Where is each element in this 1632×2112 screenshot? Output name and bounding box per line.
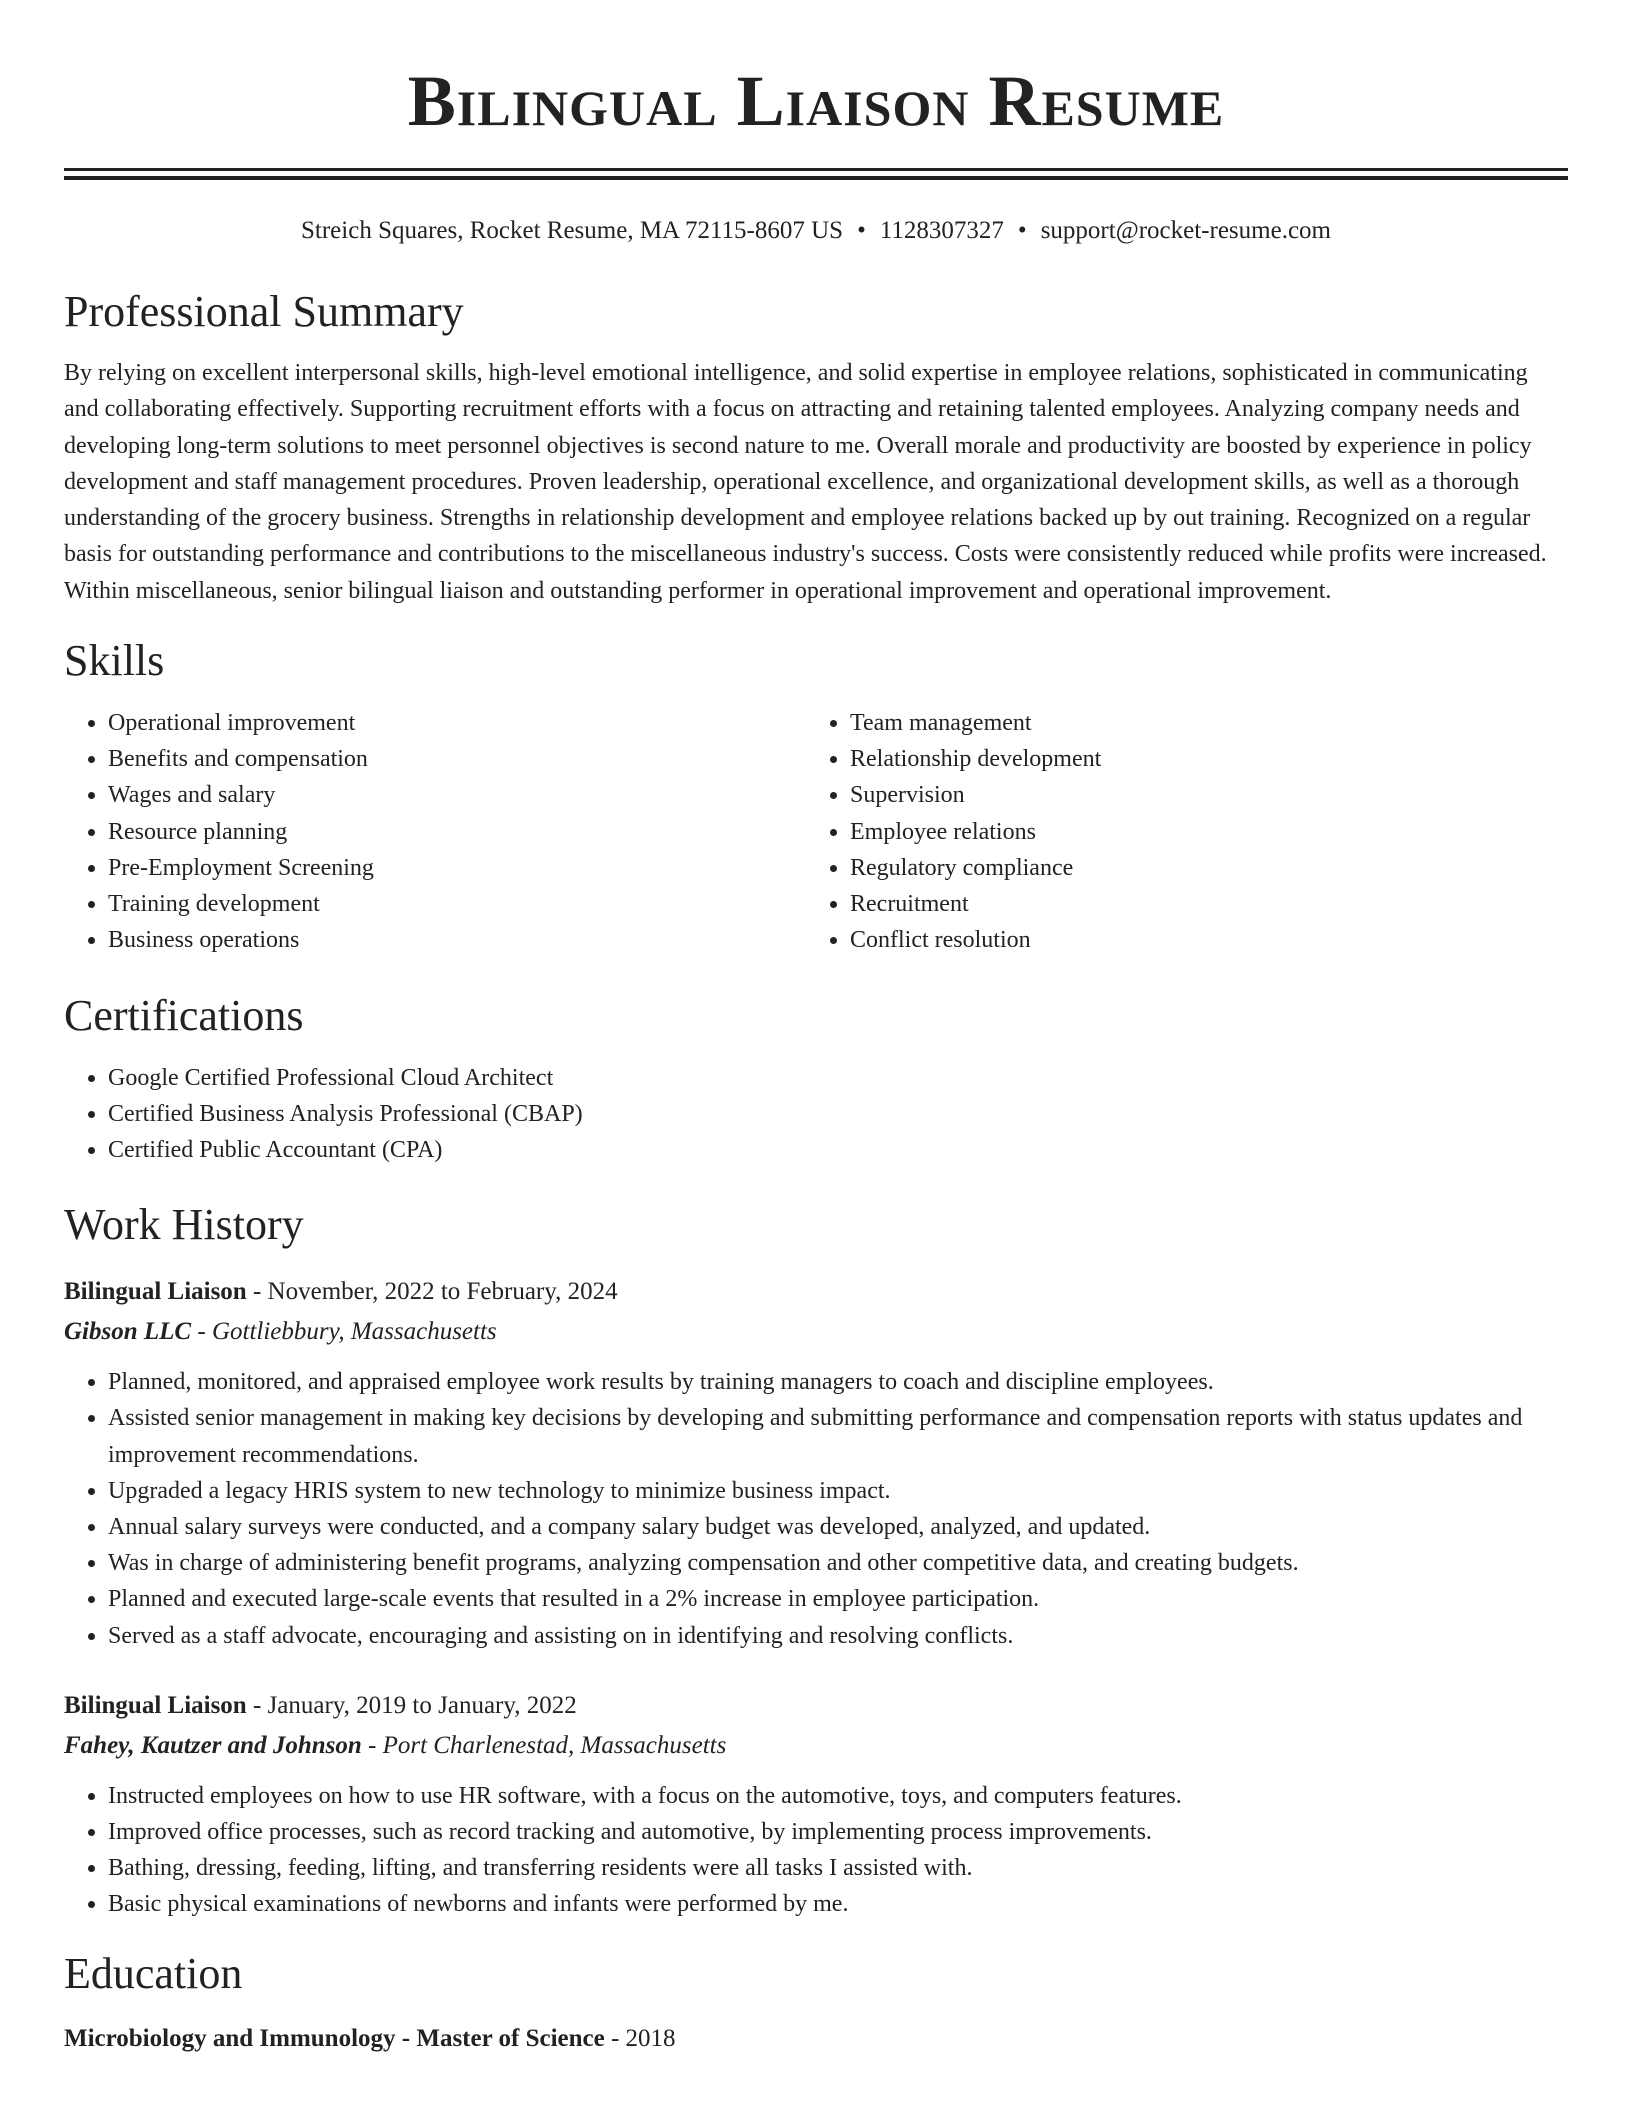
job-bullet: • Planned and executed large-scale events that resulted in a 2% increase in employee participation. bbox=[108, 1581, 1568, 1617]
skill-item: • Benefits and compensation bbox=[108, 741, 806, 777]
skills-left-list bbox=[64, 705, 806, 958]
skill-item: • Business operations bbox=[108, 922, 806, 958]
contact-line bbox=[64, 214, 1568, 248]
job-heading: Bilingual Liaison - January, 2019 to January, 2022 bbox=[64, 1691, 577, 1719]
job-bullet: • Bathing, dressing, feeding, lifting, and transferring residents were all tasks I assisted with. bbox=[108, 1850, 1568, 1886]
skills-right-column bbox=[806, 705, 1548, 958]
job-bullet: • Basic physical examinations of newborns and infants were performed by me. bbox=[108, 1886, 1568, 1922]
job-bullet: • Upgraded a legacy HRIS system to new technology to minimize business impact. bbox=[108, 1473, 1568, 1509]
certifications-heading: Certifications bbox=[64, 990, 304, 1040]
job-company: Fahey, Kautzer and Johnson bbox=[64, 1731, 362, 1759]
skills-columns bbox=[64, 705, 1568, 958]
skill-item: • Operational improvement bbox=[108, 705, 806, 741]
skill-item: • Team management bbox=[850, 705, 1548, 741]
contact-separator: • bbox=[1017, 217, 1027, 244]
job-bullet: • Was in charge of administering benefit programs, analyzing compensation and other competitive data, and creating budgets. bbox=[108, 1545, 1568, 1581]
job-bullet: • Served as a staff advocate, encouraging and assisting on in identifying and resolving conflicts. bbox=[108, 1618, 1568, 1654]
skill-item: • Resource planning bbox=[108, 814, 806, 850]
job-company-line: Gibson LLC - Gottliebbury, Massachusetts bbox=[64, 1318, 497, 1346]
job-location: Gottliebbury, Massachusetts bbox=[211, 1318, 497, 1346]
education-field: Microbiology and Immunology bbox=[64, 2024, 396, 2052]
summary-heading: Professional Summary bbox=[64, 287, 464, 336]
skill-item: • Conflict resolution bbox=[850, 922, 1548, 958]
job-location: Port Charlenestad, Massachusetts bbox=[382, 1731, 727, 1759]
education-degree: Master of Science bbox=[416, 2024, 605, 2052]
contact-phone: 1128307327 bbox=[879, 217, 1004, 244]
skill-item: • Employee relations bbox=[850, 814, 1548, 850]
skill-item: • Pre-Employment Screening bbox=[108, 850, 806, 886]
job-bullet: • Annual salary surveys were conducted, and a company salary budget was developed, analyzed, and updated. bbox=[108, 1509, 1568, 1545]
job-bullets bbox=[64, 1364, 1568, 1654]
summary-text: By relying on excellent interpersonal skills, high-level emotional intelligence, and solid expertise in employee relations, sophisticated in communicating and collaborating effectively. Supporting recruitment efforts with a focus on attracting and retaining talented employees. Analyzing company needs and developing long-term solutions to meet personnel objectives is second nature to me. Overall morale and productivity are boosted by experience in policy development and staff management procedures. Proven leadership, operational excellence, and organizational development skills, as well as a thorough understanding of the grocery business. Strengths in relationship development and employee relations backed up by out training. Recognized on a regular basis for outstanding performance and contributions to the miscellaneous industry's success. Costs were consistently reduced while profits were increased. Within miscellaneous, senior bilingual liaison and outstanding performer in operational improvement and operational improvement. bbox=[64, 360, 1547, 604]
certifications-list bbox=[64, 1060, 1568, 1169]
title-divider bbox=[64, 168, 1568, 180]
skill-item: • Relationship development bbox=[850, 741, 1548, 777]
contact-email: support@rocket-resume.com bbox=[1040, 217, 1331, 244]
job-company-line: Fahey, Kautzer and Johnson - Port Charlenestad, Massachusetts bbox=[64, 1731, 727, 1759]
job-bullet: • Planned, monitored, and appraised employee work results by training managers to coach and discipline employees. bbox=[108, 1364, 1568, 1400]
skills-heading: Skills bbox=[64, 636, 165, 686]
job-bullet: • Assisted senior management in making key decisions by developing and submitting performance and compensation reports with status updates and improvement recommendations. bbox=[108, 1400, 1568, 1472]
skills-left-column bbox=[64, 705, 806, 958]
certification-item: • Certified Business Analysis Professional (CBAP) bbox=[108, 1096, 1568, 1132]
job-title: Bilingual Liaison bbox=[64, 1691, 247, 1719]
skill-item: • Regulatory compliance bbox=[850, 850, 1548, 886]
job-dates: November, 2022 to February, 2024 bbox=[267, 1278, 618, 1306]
job-dates: January, 2019 to January, 2022 bbox=[267, 1691, 577, 1719]
work-history-heading: Work History bbox=[64, 1200, 304, 1250]
skill-item: • Training development bbox=[108, 886, 806, 922]
job-heading: Bilingual Liaison - November, 2022 to February, 2024 bbox=[64, 1278, 618, 1306]
contact-separator: • bbox=[857, 217, 866, 244]
job-bullet: • Improved office processes, such as record tracking and automotive, by implementing process improvements. bbox=[108, 1814, 1568, 1850]
certification-item: • Certified Public Accountant (CPA) bbox=[108, 1132, 1568, 1168]
job-title: Bilingual Liaison bbox=[64, 1278, 247, 1306]
job-company: Gibson LLC bbox=[64, 1318, 192, 1346]
contact-address: Streich Squares, Rocket Resume, MA 72115-8607 US bbox=[301, 217, 844, 244]
skill-item: • Recruitment bbox=[850, 886, 1548, 922]
skill-item: • Supervision bbox=[850, 777, 1548, 813]
job-bullet: • Instructed employees on how to use HR software, with a focus on the automotive, toys, and computers features. bbox=[108, 1778, 1568, 1814]
education-year: 2018 bbox=[625, 2024, 676, 2052]
education-entry: Microbiology and Immunology - Master of Science - 2018 bbox=[64, 2024, 676, 2052]
education-heading: Education bbox=[64, 1948, 243, 1998]
certification-item: • Google Certified Professional Cloud Architect bbox=[108, 1060, 1568, 1096]
resume-title: Bilingual Liaison Resume bbox=[407, 61, 1225, 141]
skills-right-list bbox=[806, 705, 1548, 958]
job-bullets bbox=[64, 1778, 1568, 1923]
skill-item: • Wages and salary bbox=[108, 777, 806, 813]
